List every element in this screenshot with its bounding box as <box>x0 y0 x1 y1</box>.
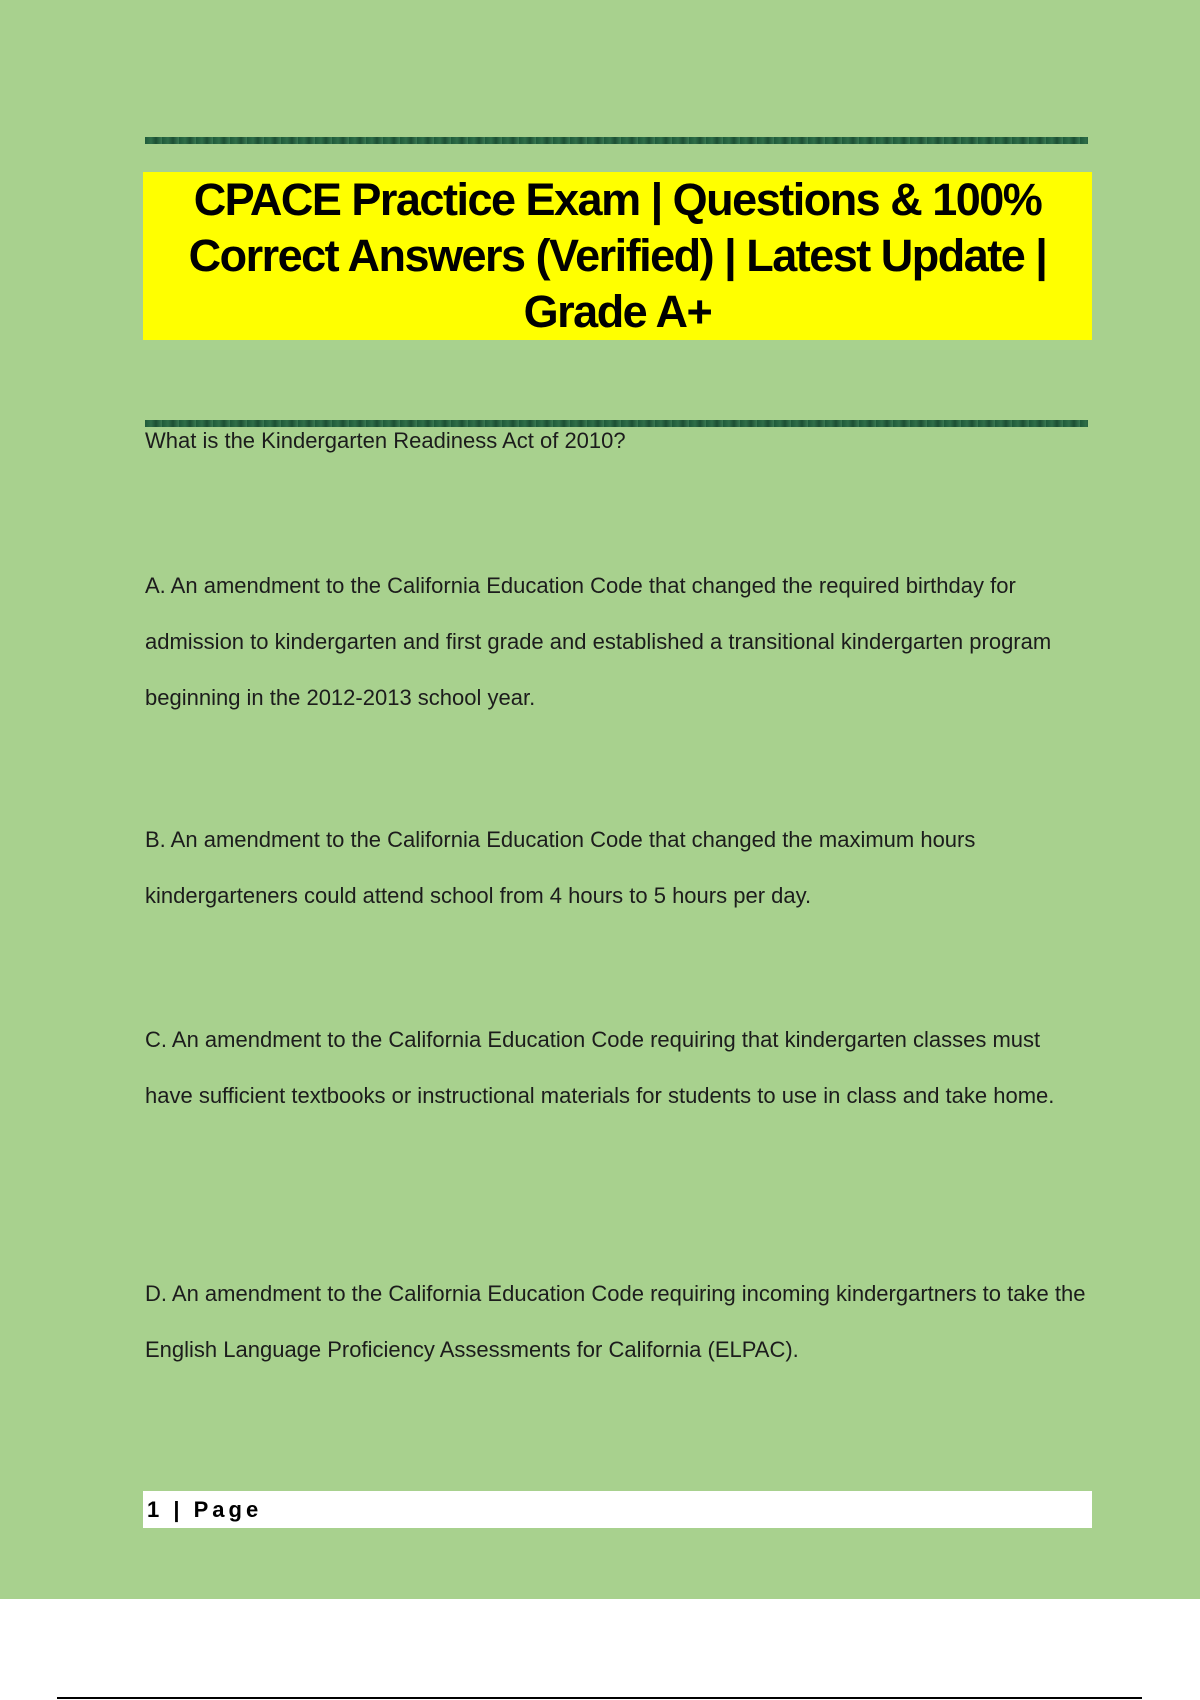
question-text: What is the Kindergarten Readiness Act of 2010? <box>145 428 626 453</box>
title-highlight-box <box>143 172 1092 340</box>
page-number: 1 | Page <box>147 1497 263 1522</box>
top-divider <box>145 137 1088 144</box>
option-a: A. An amendment to the California Education Code that changed the required birthday for admission to kindergarten and first grade and established a transitional kindergarten program beginning in the 2012-2013 school year. <box>145 573 1052 710</box>
option-b: B. An amendment to the California Education Code that changed the maximum hours kindergarteners could attend school from 4 hours to 5 hours per day. <box>145 827 976 908</box>
option-d: D. An amendment to the California Education Code requiring incoming kindergartners to take the English Language Proficiency Assessments for California (ELPAC). <box>145 1281 1086 1362</box>
middle-divider <box>145 420 1088 427</box>
next-page-divider <box>57 1697 1142 1699</box>
option-c: C. An amendment to the California Education Code requiring that kindergarten classes must have sufficient textbooks or instructional materials for students to use in class and take home. <box>145 1027 1055 1108</box>
page-footer <box>143 1491 1092 1528</box>
document-title: CPACE Practice Exam | Questions & 100% Correct Answers (Verified) | Latest Update | Grade A+ <box>188 174 1047 337</box>
